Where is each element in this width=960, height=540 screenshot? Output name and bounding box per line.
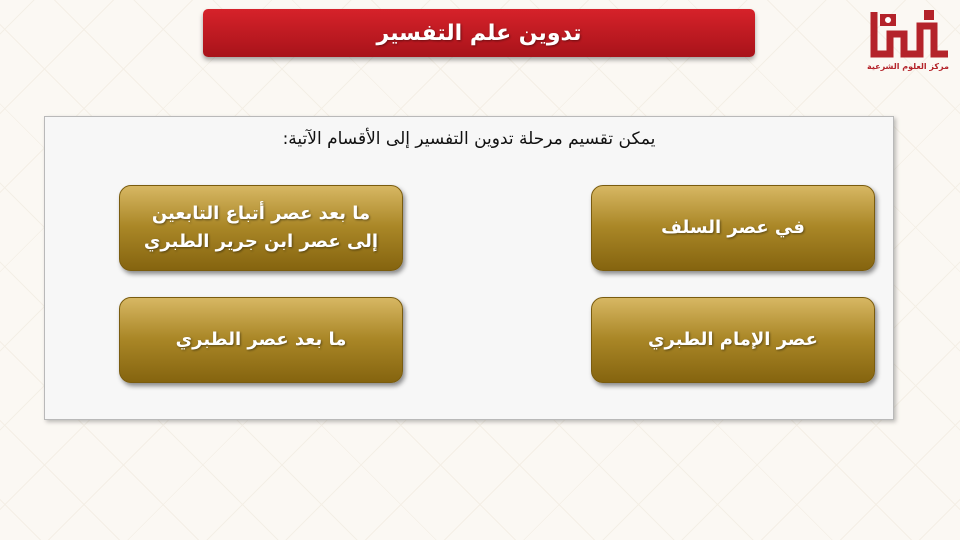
option-label: ما بعد عصر أتباع التابعين إلى عصر ابن جرير الطبري [143, 203, 379, 252]
logo-tagline: مركز العلوم الشرعية [867, 62, 949, 71]
option-button-salaf[interactable] [591, 185, 875, 271]
option-label: في عصر السلف [661, 217, 805, 238]
intro-text: يمكن تقسيم مرحلة تدوين التفسير إلى الأقسام الآتية: [282, 129, 656, 149]
option-button-tabari-era[interactable] [591, 297, 875, 383]
option-label: ما بعد عصر الطبري [175, 329, 347, 350]
option-button-after-tabi-tabieen[interactable] [119, 185, 403, 271]
logo [860, 4, 956, 88]
content-panel [44, 116, 894, 420]
page-title-bar [203, 9, 755, 57]
option-button-after-tabari[interactable] [119, 297, 403, 383]
option-label: عصر الإمام الطبري [648, 329, 818, 350]
page-title: تدوين علم التفسير [376, 20, 582, 46]
logo-mark-icon [860, 4, 956, 62]
